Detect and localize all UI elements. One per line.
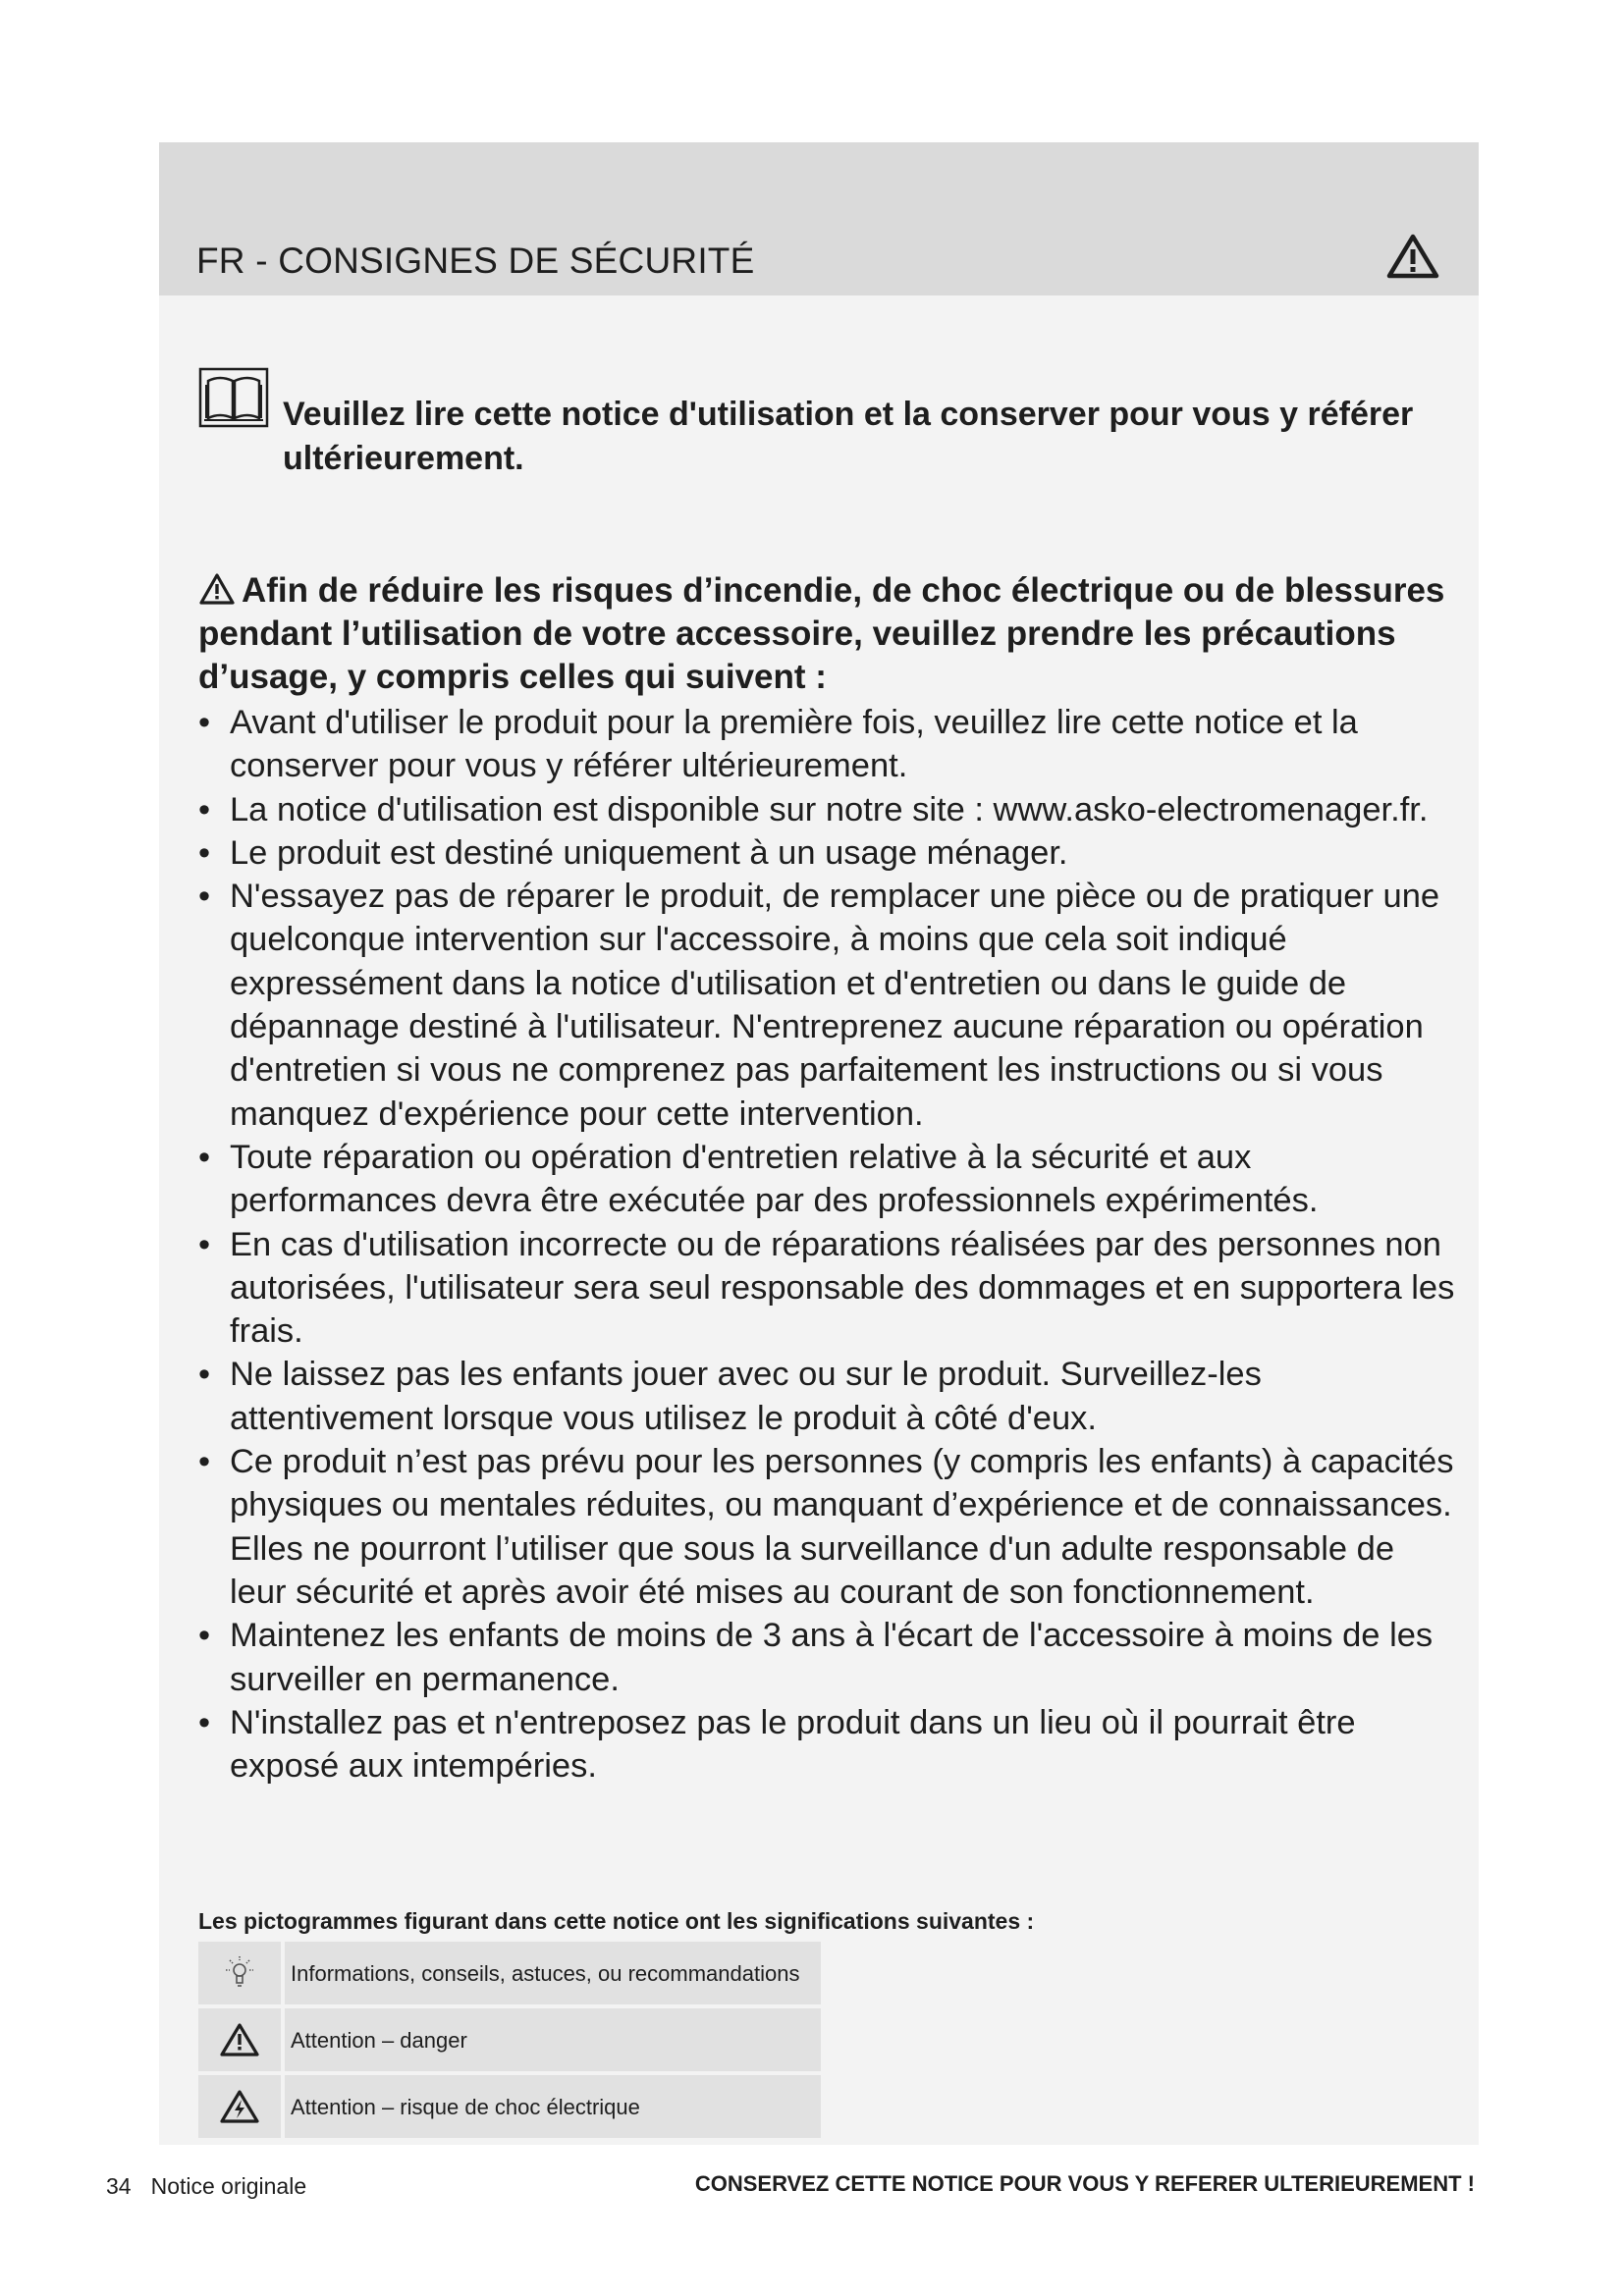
bullet-icon: •: [198, 1443, 211, 1481]
bullet-icon: •: [198, 790, 211, 828]
warning-triangle-icon: [1386, 233, 1439, 280]
bullet-icon: •: [198, 1138, 211, 1176]
list-item: • En cas d'utilisation incorrecte ou de réparations réalisées par des personnes non autorisées, l'utilisateur sera seul responsable des dommages et en supportera les frais.: [198, 1223, 1455, 1354]
list-item: • Ne laissez pas les enfants jouer avec ou sur le produit. Surveillez-les attentivement lorsque vous utilisez le produit à côté d'eux.: [198, 1353, 1455, 1440]
legend-text: Informations, conseils, astuces, ou recommandations: [291, 1960, 800, 1986]
warning-text: Afin de réduire les risques d’incendie, de choc électrique ou de blessures pendant l’utilisation de votre accessoire, veuillez prendre les précautions d’usage, y compris celles qui suivent :: [198, 571, 1445, 696]
list-item: • Le produit est destiné uniquement à un usage ménager.: [198, 831, 1455, 875]
section-title: FR - CONSIGNES DE SÉCURITÉ: [196, 240, 755, 281]
list-item: • N'essayez pas de réparer le produit, de remplacer une pièce ou de pratiquer une quelconque intervention sur l'accessoire, à moins que cela soit indiqué expressément dans la notice d'utilisation et d'entretien ou dans le guide de dépannage destiné à l'utilisateur. N'entreprenez aucune réparation ou opération d'entretien si vous ne comprenez pas parfaitement les instructions ou si vous manquez d'expérience pour cette intervention.: [198, 875, 1455, 1136]
lightbulb-icon: [218, 1953, 261, 1993]
legend-row: [198, 2075, 821, 2138]
footer-left: [106, 2173, 306, 2200]
bullet-icon: •: [198, 833, 211, 872]
electric-shock-triangle-icon: [218, 2087, 261, 2126]
safety-list: [198, 701, 1455, 1788]
legend-row: [198, 2008, 821, 2071]
legend-caption: Les pictogrammes figurant dans cette notice ont les significations suivantes :: [198, 1908, 1035, 1934]
section-header: [159, 142, 1479, 295]
list-item: • Maintenez les enfants de moins de 3 ans à l'écart de l'accessoire à moins de les surveiller en permanence.: [198, 1614, 1455, 1701]
bullet-icon: •: [198, 1617, 211, 1655]
footer-notice-label: Notice originale: [150, 2173, 307, 2199]
bullet-icon: •: [198, 1703, 211, 1741]
legend-row: [198, 1942, 821, 2004]
bullet-icon: •: [198, 704, 211, 741]
bullet-icon: •: [198, 878, 211, 916]
warning-triangle-icon: [218, 2020, 261, 2059]
legend-text: Attention – danger: [291, 2027, 467, 2053]
bullet-icon: •: [198, 1225, 211, 1263]
warning-statement: [198, 569, 1445, 699]
book-icon: [198, 367, 269, 428]
list-item: • Avant d'utiliser le produit pour la première fois, veuillez lire cette notice et la conserver pour vous y référer ultérieurement.: [198, 701, 1455, 788]
list-item: • Ce produit n’est pas prévu pour les personnes (y compris les enfants) à capacités physiques ou mentales réduites, ou manquant d’expérience et de connaissances. Elles ne pourront l’utiliser que sous la surveillance d'un adulte responsable de leur sécurité et après avoir été mises au courant de son fonctionnement.: [198, 1440, 1455, 1614]
page-number: 34: [106, 2173, 132, 2199]
legend-text: Attention – risque de choc électrique: [291, 2094, 640, 2119]
intro-notice: Veuillez lire cette notice d'utilisation et la conserver pour vous y référer ultérieurement.: [283, 396, 1414, 477]
list-item: • La notice d'utilisation est disponible sur notre site : www.asko-electromenager.fr.: [198, 788, 1455, 831]
list-item: • Toute réparation ou opération d'entretien relative à la sécurité et aux performances devra être exécutée par des professionnels expérimentés.: [198, 1136, 1455, 1223]
list-item: • N'installez pas et n'entreposez pas le produit dans un lieu où il pourrait être exposé aux intempéries.: [198, 1701, 1455, 1789]
warning-triangle-icon: [198, 572, 236, 606]
bullet-icon: •: [198, 1356, 211, 1394]
footer-reminder: CONSERVEZ CETTE NOTICE POUR VOUS Y REFERER ULTERIEUREMENT !: [694, 2171, 1475, 2196]
